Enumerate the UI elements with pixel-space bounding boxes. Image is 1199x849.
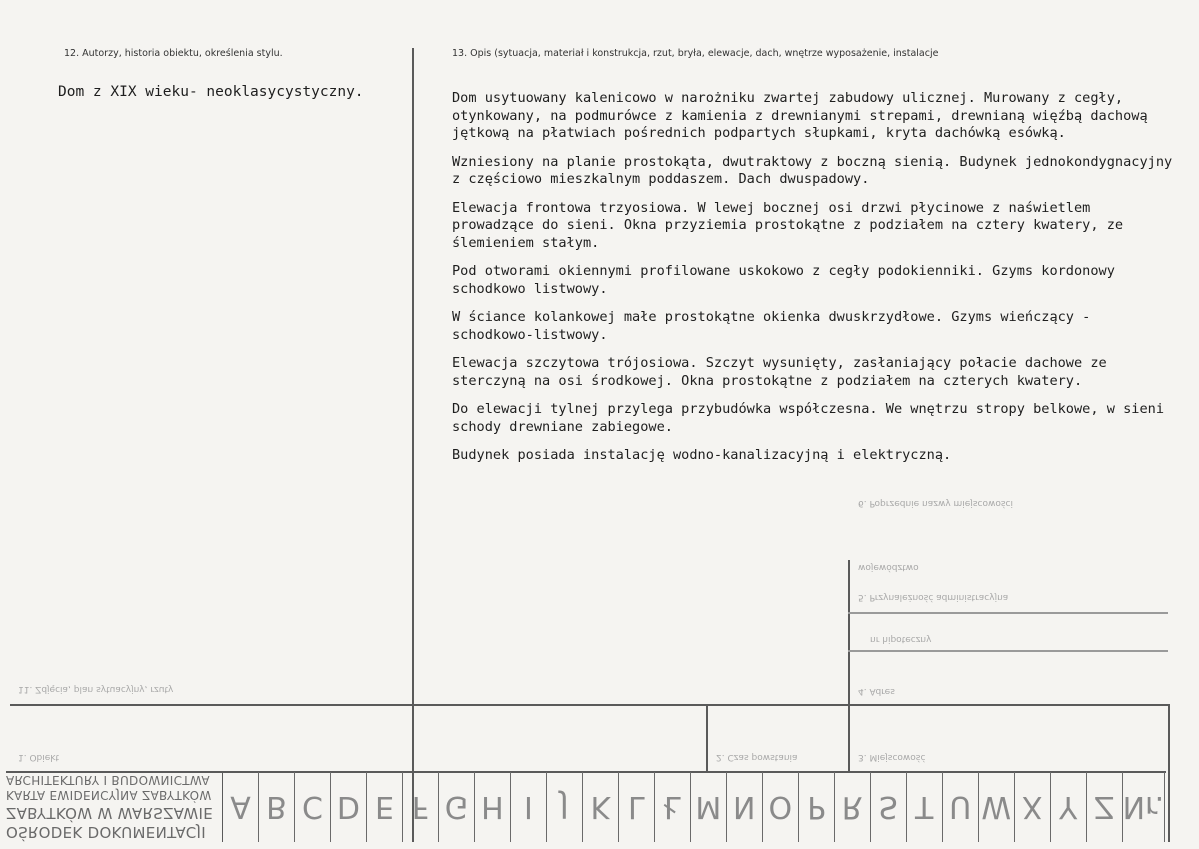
office-stamp bbox=[6, 773, 220, 841]
index-letter: C bbox=[295, 772, 331, 842]
ghost-label-4: 4. Adres bbox=[858, 686, 895, 696]
alphabet-index bbox=[222, 772, 1165, 842]
index-letter: F bbox=[403, 772, 439, 842]
description-paragraph: Dom usytuowany kalenicowo w narożniku zwartej zabudowy ulicznej. Murowany z cegły, otynkowany, na podmurówce z kamienia z drewnianymi strepami, drewnianą więźbą dachową jętkową na płatwiach pośrednich podpartych słupkami, kryta dachówką esówką. bbox=[452, 90, 1148, 141]
box-divider-2 bbox=[848, 560, 850, 771]
ghost-label-woj: województwo bbox=[858, 562, 919, 572]
description-paragraph: Budynek posiada instalację wodno-kanalizacyjną i elektryczną. bbox=[452, 447, 952, 463]
section-12-header: 12. Autorzy, historia obiektu, określenia stylu. bbox=[64, 48, 283, 59]
index-letter: A bbox=[223, 772, 259, 842]
ghost-line bbox=[848, 650, 1168, 652]
ghost-label-1: 1. Obiekt bbox=[18, 752, 60, 762]
index-letter: L bbox=[619, 772, 655, 842]
index-letter: O bbox=[763, 772, 799, 842]
index-letter: R bbox=[835, 772, 871, 842]
ghost-label-11: 11. Zdjęcia, plan sytuacyjny, rzuty bbox=[18, 684, 174, 694]
index-letter: H bbox=[475, 772, 511, 842]
description-text bbox=[452, 90, 1180, 476]
description-paragraph: Elewacja frontowa trzyosiowa. W lewej bocznej osi drzwi płycinowe z naświetlem prowadzące do sieni. Okna przyziemia prostokątne z podziałem na cztery kwatery, ze ślemieniem stałym. bbox=[452, 199, 1124, 251]
index-letter: S bbox=[871, 772, 907, 842]
index-letter: E bbox=[367, 772, 403, 842]
ghost-label-2: 2. Czas powstania bbox=[716, 752, 798, 762]
index-letter: K bbox=[583, 772, 619, 842]
description-paragraph: Do elewacji tylnej przylega przybudówka współczesna. We wnętrzu stropy belkowe, w sieni schody drewniane zabiegowe. bbox=[452, 401, 1165, 435]
index-letter: U bbox=[943, 772, 979, 842]
office-line: OŚRODEK DOKUMENTACJI bbox=[6, 823, 206, 841]
ghost-label-6: 6. Poprzednie nazwy miejscowości bbox=[858, 498, 1013, 508]
description-paragraph: W ściance kolankowej małe prostokątne okienka dwuskrzydłowe. Gzyms wieńczący - schodkowo-listwowy. bbox=[452, 309, 1091, 343]
right-edge bbox=[1168, 704, 1170, 842]
index-letter: G bbox=[439, 772, 475, 842]
index-letter: X bbox=[1015, 772, 1051, 842]
index-letter: D bbox=[331, 772, 367, 842]
description-paragraph: Pod otworami okiennymi profilowane uskokowo z cegły podokienniki. Gzyms kordonowy schodkowo listwowy. bbox=[452, 263, 1115, 297]
index-letter: Ł bbox=[655, 772, 691, 842]
index-letter: J bbox=[547, 772, 583, 842]
index-letter: P bbox=[799, 772, 835, 842]
style-value: Dom z XIX wieku- neoklasycystyczny. bbox=[58, 84, 364, 100]
index-letter: T bbox=[907, 772, 943, 842]
box-divider-1 bbox=[706, 704, 708, 771]
index-letter: Y bbox=[1051, 772, 1087, 842]
office-line: ZABYTKÓW W WARSZAWIE bbox=[6, 803, 214, 822]
section-13-header: 13. Opis (sytuacja, materiał i konstrukcja, rzut, bryła, elewacje, dach, wnętrze wyposażenie, instalacje bbox=[452, 48, 939, 59]
description-paragraph: Wzniesiony na planie prostokąta, dwutraktowy z boczną sienią. Budynek jednokondygnacyjny z częściowo mieszkalnym poddaszem. Dach dwuspadowy. bbox=[452, 153, 1173, 187]
description-paragraph: Elewacja szczytowa trójosiowa. Szczyt wysunięty, zasłaniający połacie dachowe ze sterczyną na osi środkowej. Okna prostokątne z podziałem na czterych kwatery. bbox=[452, 355, 1107, 389]
ghost-label-5: 5. Przynależność administracyjna bbox=[858, 592, 1009, 602]
index-letter: Nr. bbox=[1123, 772, 1166, 842]
column-divider bbox=[412, 48, 414, 842]
ghost-label-hip: nr hipoteczny bbox=[870, 634, 932, 644]
ghost-label-3: 3. Miejscowość bbox=[858, 752, 926, 762]
bottom-box-top bbox=[10, 704, 1170, 706]
office-line: ARCHITEKTURY I BUDOWNICTWA bbox=[6, 773, 210, 788]
index-letter: N bbox=[727, 772, 763, 842]
index-letter: W bbox=[979, 772, 1015, 842]
office-line: KARTA EWIDENCYJNA ZABYTKÓW bbox=[6, 788, 212, 803]
index-letter: I bbox=[511, 772, 547, 842]
ghost-line bbox=[848, 612, 1168, 614]
index-letter: Z bbox=[1087, 772, 1123, 842]
index-letter: B bbox=[259, 772, 295, 842]
index-letter: M bbox=[691, 772, 727, 842]
